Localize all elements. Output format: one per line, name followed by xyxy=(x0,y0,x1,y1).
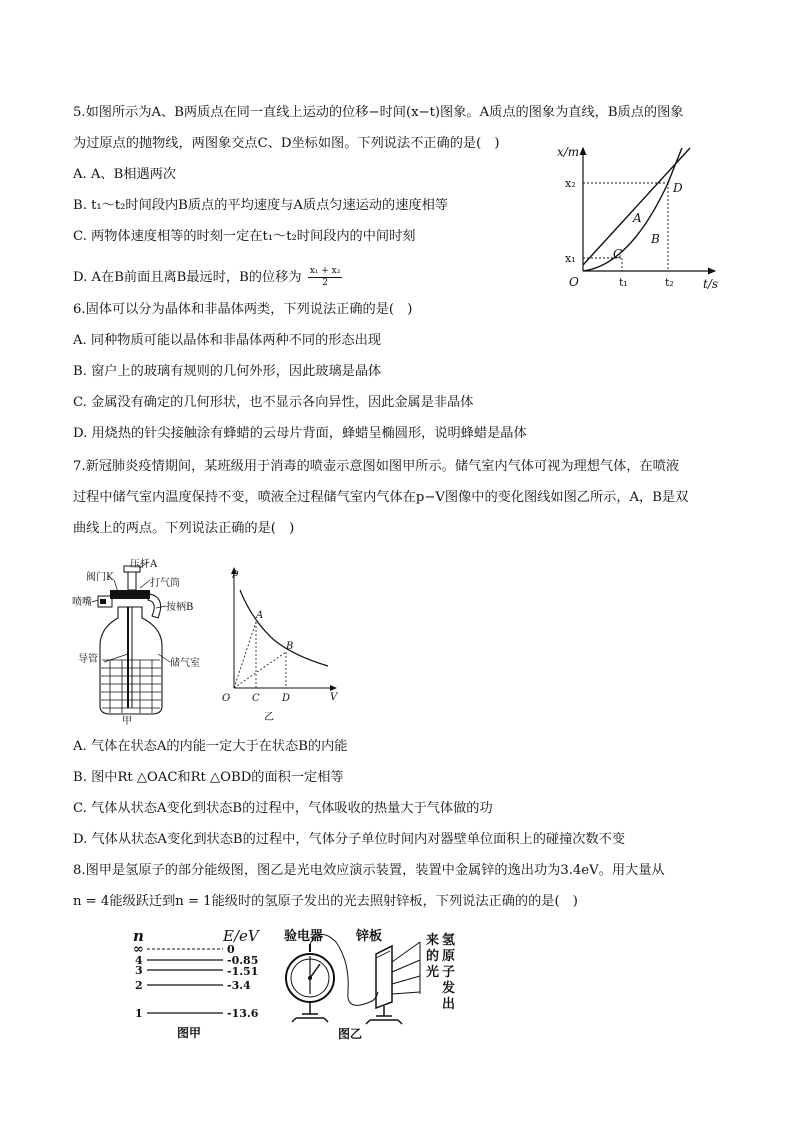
q8-light-source-label xyxy=(426,932,455,1012)
q5-origin-label: O xyxy=(569,275,579,289)
q8-level-n-inf: ∞ xyxy=(133,942,144,957)
q7-option-b: B. 图中Rt △OAC和Rt △OBD的面积一定相等 xyxy=(73,770,344,785)
q7-caption-yi: 乙 xyxy=(264,712,274,723)
q7-option-d: D. 气体从状态A变化到状态B的过程中，气体分子单位时间内对器壁单位面积上的碰撞次数不变 xyxy=(73,832,626,847)
q7-caption-jia: 甲 xyxy=(122,716,132,726)
q8-stem-line1: 8.图甲是氢原子的部分能级图，图乙是光电效应演示装置，装置中金属锌的逸出功为3.4eV。用大量从 xyxy=(73,863,665,878)
q8-level-e-inf: 0 xyxy=(227,943,235,956)
q7-label-valve: 阀门K xyxy=(86,572,114,583)
q8-e-label: E/eV xyxy=(223,927,259,945)
q5-t2-label: t₂ xyxy=(665,276,674,289)
q8-level-n-1: 1 xyxy=(135,1007,143,1020)
q7-isotherm xyxy=(240,590,328,666)
q5-label-a: A xyxy=(633,211,642,225)
q5-parabola-b xyxy=(583,148,682,271)
q6-option-d: D. 用烧热的针尖接触涂有蜂蜡的云母片背面，蜂蜡呈椭圆形，说明蜂蜡是晶体 xyxy=(73,426,527,441)
q7-v-label: V xyxy=(330,692,338,703)
q6-option-b: B. 窗户上的玻璃有规则的几何外形，因此玻璃是晶体 xyxy=(73,364,382,379)
q6-option-c: C. 金属没有确定的几何形状，也不显示各向异性，因此金属是非晶体 xyxy=(73,395,474,410)
q8-level-e-4: -0.85 xyxy=(227,954,259,967)
q7-press-rod xyxy=(128,572,136,590)
q5-option-c: C. 两物体速度相等的时刻一定在t₁～t₂时间段内的中间时刻 xyxy=(73,229,416,244)
q7-option-a: A. 气体在状态A的内能一定大于在状态B的内能 xyxy=(73,739,348,754)
q8-zinc-plate xyxy=(376,946,392,1008)
q6-option-a: A. 同种物质可能以晶体和非晶体两种不同的形态出现 xyxy=(73,333,382,348)
q5-x2-label: x₂ xyxy=(565,177,576,190)
q7-liquid xyxy=(101,660,161,713)
q5-t-axis-label: t/s xyxy=(703,277,719,291)
svg-text:来: 来 xyxy=(426,933,440,948)
q7-stem-line1: 7.新冠肺炎疫情期间，某班级用于消毒的喷壶示意图如图甲所示。储气室内气体可视为理想气体，在喷液 xyxy=(73,459,680,474)
q7-stem-line2: 过程中储气室内温度保持不变，喷液全过程储气室内气体在p−V图像中的变化图线如图乙所示，A，B是双 xyxy=(73,490,689,505)
svg-text:原: 原 xyxy=(442,949,456,964)
q5-label-c: C xyxy=(613,247,623,261)
q5-fraction xyxy=(308,266,343,289)
svg-text:光: 光 xyxy=(426,965,440,980)
q8-level-e-2: -3.4 xyxy=(227,979,251,992)
q7-c-label: C xyxy=(252,693,260,704)
q7-label-handle: 按柄B xyxy=(166,602,194,613)
svg-text:的: 的 xyxy=(426,949,440,964)
q8-level-e-3: -1.51 xyxy=(227,965,259,978)
q5-line-a xyxy=(583,148,690,265)
q8-level-n-4: 4 xyxy=(135,954,143,967)
q8-n-label: n xyxy=(133,927,144,945)
q7-d-label: D xyxy=(282,693,291,704)
q8-stem-line2: n = 4能级跃迁到n = 1能级时的氢原子发出的光去照射锌板，下列说法正确的的是( ) xyxy=(73,894,578,909)
q7-label-press-rod: 压杆A xyxy=(130,559,158,570)
q8-light-rays xyxy=(392,942,420,994)
q7-label-nozzle: 喷嘴 xyxy=(72,597,92,608)
q8-level-e-1: -13.6 xyxy=(227,1007,259,1020)
q5-option-d-text: D. A在B前面且离B最远时，B的位移为 xyxy=(73,270,302,285)
q5-fraction-numerator: x₁ + x₂ xyxy=(309,266,341,276)
q8-photoelectric-apparatus xyxy=(280,922,470,1044)
q5-t1-label: t₁ xyxy=(619,276,628,289)
q5-xt-graph xyxy=(555,140,725,292)
svg-text:发: 发 xyxy=(442,981,456,996)
q5-fraction-denominator: 2 xyxy=(322,278,328,288)
q7-label-tube: 导管 xyxy=(78,654,98,665)
q5-stem-line1: 5.如图所示为A、B两质点在同一直线上运动的位移−时间(x−t)图象。A质点的图象为直线，B质点的图象 xyxy=(73,105,684,120)
q6-stem: 6.固体可以分为晶体和非晶体两类，下列说法正确的是( ) xyxy=(73,302,413,317)
q7-b-label: B xyxy=(286,641,294,652)
q7-pv-graph xyxy=(214,560,344,726)
q7-pump-cap xyxy=(110,590,150,599)
q5-y-axis-label: x/m xyxy=(557,145,580,159)
svg-text:出: 出 xyxy=(442,997,456,1012)
q5-option-d xyxy=(73,266,342,289)
q5-option-a: A. A、B相遇两次 xyxy=(73,167,177,182)
q5-option-b: B. t₁～t₂时间段内B质点的平均速度与A质点匀速运动的速度相等 xyxy=(73,198,448,213)
q7-stem-line3: 曲线上的两点。下列说法正确的是( ) xyxy=(73,521,295,536)
q7-line-oa xyxy=(234,622,256,688)
q5-label-d: D xyxy=(673,181,683,195)
q8-label-electroscope: 验电器 xyxy=(284,929,324,944)
q5-x1-label: x₁ xyxy=(565,252,576,265)
q5-label-b: B xyxy=(651,232,660,246)
q7-a-label: A xyxy=(256,610,264,621)
q7-p-label: p xyxy=(232,568,239,579)
q7-o-label: O xyxy=(222,693,231,704)
q7-line-ob xyxy=(234,652,286,688)
q8-label-zinc-plate: 锌板 xyxy=(356,929,383,944)
svg-text:子: 子 xyxy=(442,965,456,980)
q8-caption-yi: 图乙 xyxy=(338,1027,363,1041)
q7-label-pump: 打气筒 xyxy=(150,578,180,589)
q7-sprayer-figure xyxy=(70,558,210,726)
q5-stem-line2: 为过原点的抛物线，两图象交点C、D坐标如图。下列说法不正确的是( ) xyxy=(73,136,500,151)
q8-level-n-2: 2 xyxy=(135,979,143,992)
q7-option-c: C. 气体从状态A变化到状态B的过程中，气体吸收的热量大于气体做的功 xyxy=(73,801,493,816)
q8-caption-jia: 图甲 xyxy=(177,1026,202,1040)
q8-wire xyxy=(310,934,378,1005)
q7-label-chamber: 储气室 xyxy=(170,658,200,669)
q8-level-n-3: 3 xyxy=(135,964,143,977)
q8-energy-level-diagram xyxy=(125,925,275,1043)
svg-text:氢: 氢 xyxy=(442,933,456,948)
